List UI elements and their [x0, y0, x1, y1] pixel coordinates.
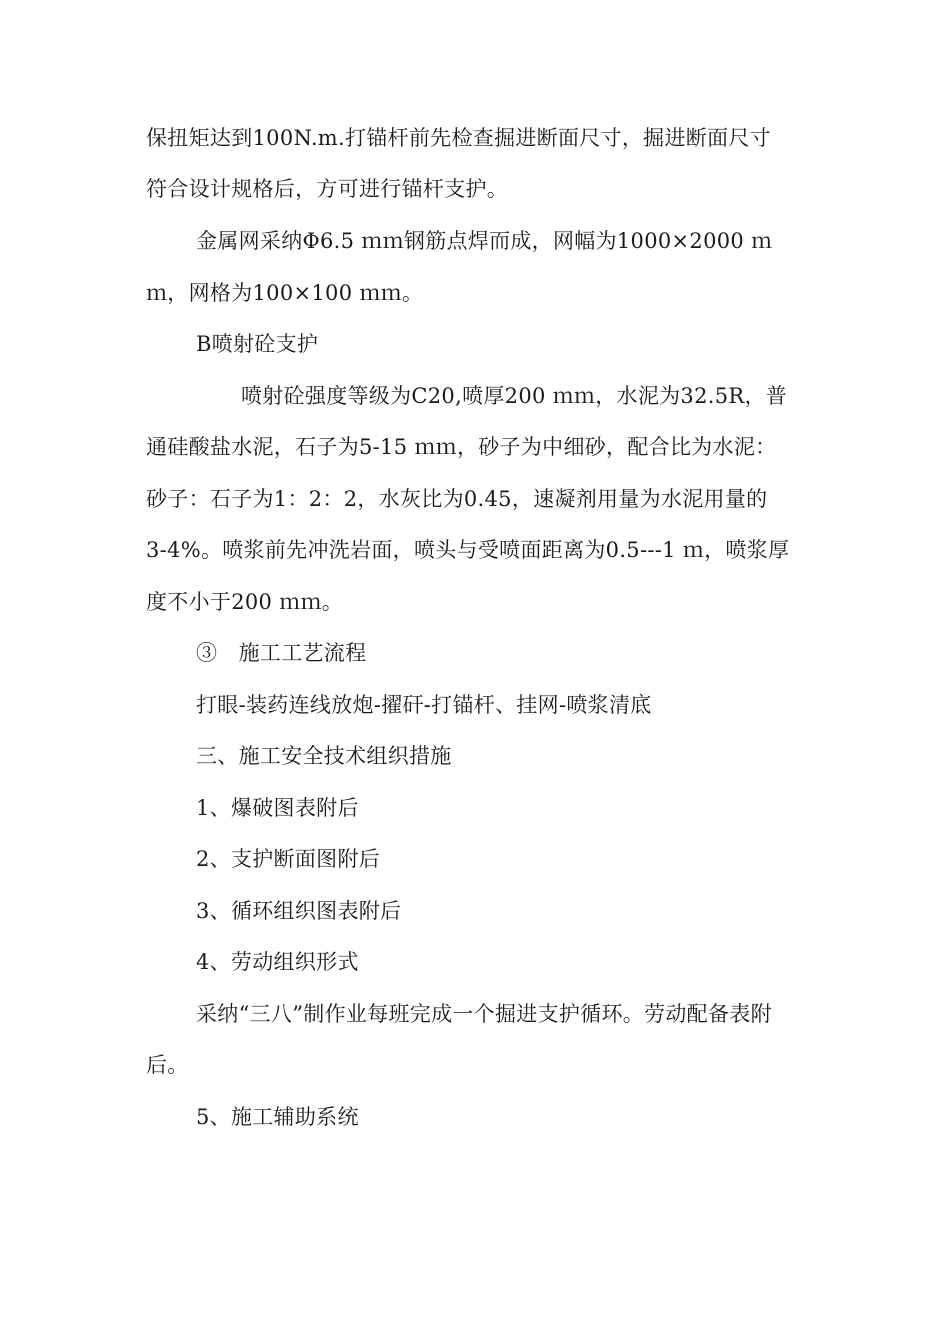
list-item: 5、施工辅助系统: [196, 1105, 359, 1129]
paragraph-line: 符合设计规格后，方可进行锚杆支护。: [146, 177, 509, 201]
paragraph-line: 度不小于200 ｍｍ。: [146, 590, 344, 614]
list-item: 4、劳动组织形式: [196, 950, 359, 974]
paragraph-line: 通硅酸盐水泥，石子为5-15 ｍｍ，砂子为中细砂，配合比为水泥：: [146, 435, 777, 459]
section-heading: B喷射砼支护: [196, 332, 319, 356]
section-heading: 三、施工安全技术组织措施: [196, 744, 452, 768]
section-heading: ③ 施工工艺流程: [196, 641, 367, 665]
list-item: 3、循环组织图表附后: [196, 899, 402, 923]
paragraph-line: 金属网采纳Φ6.5 ｍｍ钢筋点焊而成，网幅为1000×2000 ｍ: [196, 229, 773, 253]
paragraph-line: 后。: [146, 1053, 189, 1077]
list-item: 2、支护断面图附后: [196, 847, 381, 871]
paragraph-line: 砂子：石子为1：2：2，水灰比为0.45，速凝剂用量为水泥用量的: [146, 487, 768, 511]
paragraph-line: 喷射砼强度等级为C20,喷厚200 ｍｍ，水泥为32.5R，普: [241, 384, 788, 408]
paragraph-line: ｍ，网格为100×100 ｍｍ。: [146, 281, 424, 305]
paragraph-line: 3-4%。喷浆前先冲洗岩面，喷头与受喷面距离为0.5---1 ｍ，喷浆厚: [146, 538, 790, 562]
paragraph-line: 采纳“三八”制作业每班完成一个掘进支护循环。劳动配备表附: [196, 1002, 772, 1026]
paragraph-line: 打眼-装药连线放炮-擢矸-打锚杆、挂网-喷浆清底: [196, 693, 652, 717]
paragraph-line: 保扭矩达到100N.m.打锚杆前先检查掘进断面尺寸，掘进断面尺寸: [146, 126, 771, 150]
list-item: 1、爆破图表附后: [196, 796, 359, 820]
